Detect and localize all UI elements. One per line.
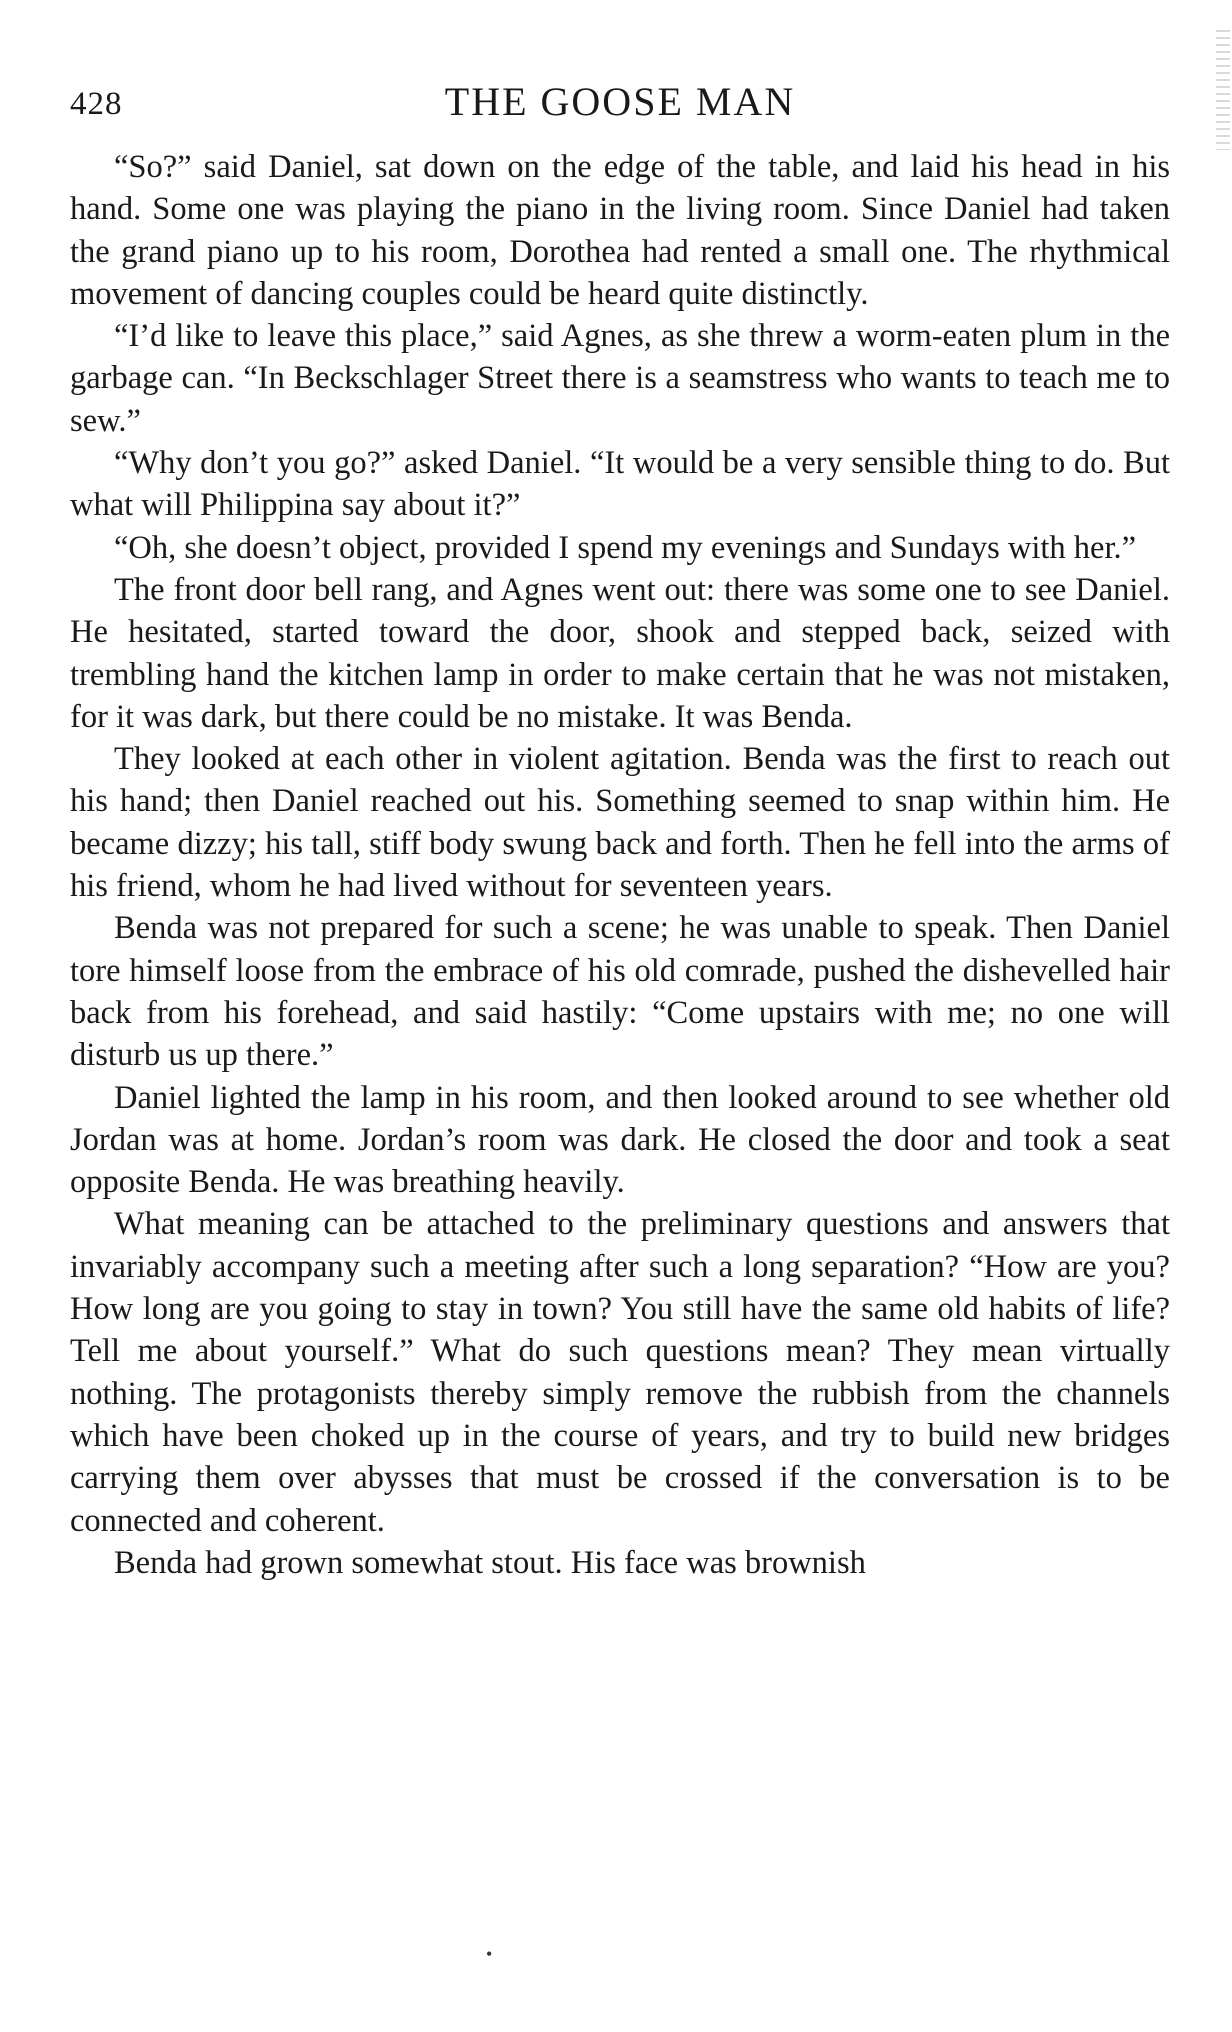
paragraph: The front door bell rang, and Agnes went out: there was some one to see Daniel. He hesitated, started toward the door, shook and stepped back, seized with trembling hand the kitchen lamp in order to make certain that he was not mistaken, for it was dark, but there could be no mistake. It was Benda.	[70, 571, 1170, 735]
running-title: THE GOOSE MAN	[444, 79, 796, 124]
paragraph: Benda was not prepared for such a scene; he was unable to speak. Then Daniel tore himself loose from the embrace of his old comrade, pushed the dishevelled hair back from his forehead, and said hastily: “Come upstairs with me; no one will disturb us up there.”	[70, 910, 1170, 1074]
footer-ornament: •	[486, 1944, 493, 1964]
paragraph: What meaning can be attached to the preliminary questions and answers that invariably accompany such a meeting after such a long separation? “How are you? How long are you going to stay in town? You still have the same old habits of life? Tell me about yourself.” What do such questions mean? They mean virtually nothing. The protagonists thereby simply remove the rubbish from the channels which have been choked up in the course of years, and try to build new bridges carrying them over abysses that must be crossed if the conversation is to be connected and coherent.	[70, 1206, 1170, 1539]
book-page	[70, 70, 1170, 1584]
page-header	[70, 70, 1170, 146]
paragraph: Daniel lighted the lamp in his room, and then looked around to see whether old Jordan was at home. Jordan’s room was dark. He closed the door and took a seat opposite Benda. He was breathing heavily.	[70, 1079, 1170, 1201]
paragraph: They looked at each other in violent agitation. Benda was the first to reach out his hand; then Daniel reached out his. Something seemed to snap within him. He became dizzy; his tall, stiff body swung back and forth. Then he fell into the arms of his friend, whom he had lived without for seventeen years.	[70, 741, 1170, 905]
page-number: 428	[70, 86, 123, 122]
paragraph: “So?” said Daniel, sat down on the edge of the table, and laid his head in his hand. Some one was playing the piano in the living room. Since Daniel had taken the grand piano up to his room, Dorothea had rented a small one. The rhythmical movement of dancing couples could be heard quite distinctly.	[70, 149, 1170, 312]
paragraph: Benda had grown somewhat stout. His face was brownish	[114, 1544, 866, 1581]
paragraph: “Oh, she doesn’t object, provided I spend my evenings and Sundays with her.”	[114, 529, 1137, 566]
page-edge-speckle	[1216, 30, 1230, 150]
paragraph: “I’d like to leave this place,” said Agnes, as she threw a worm-eaten plum in the garbage can. “In Beckschlager Street there is a seamstress who wants to teach me to sew.”	[70, 318, 1170, 439]
paragraph: “Why don’t you go?” asked Daniel. “It would be a very sensible thing to do. But what will Philippina say about it?”	[70, 445, 1170, 524]
body-text	[70, 146, 1170, 1584]
